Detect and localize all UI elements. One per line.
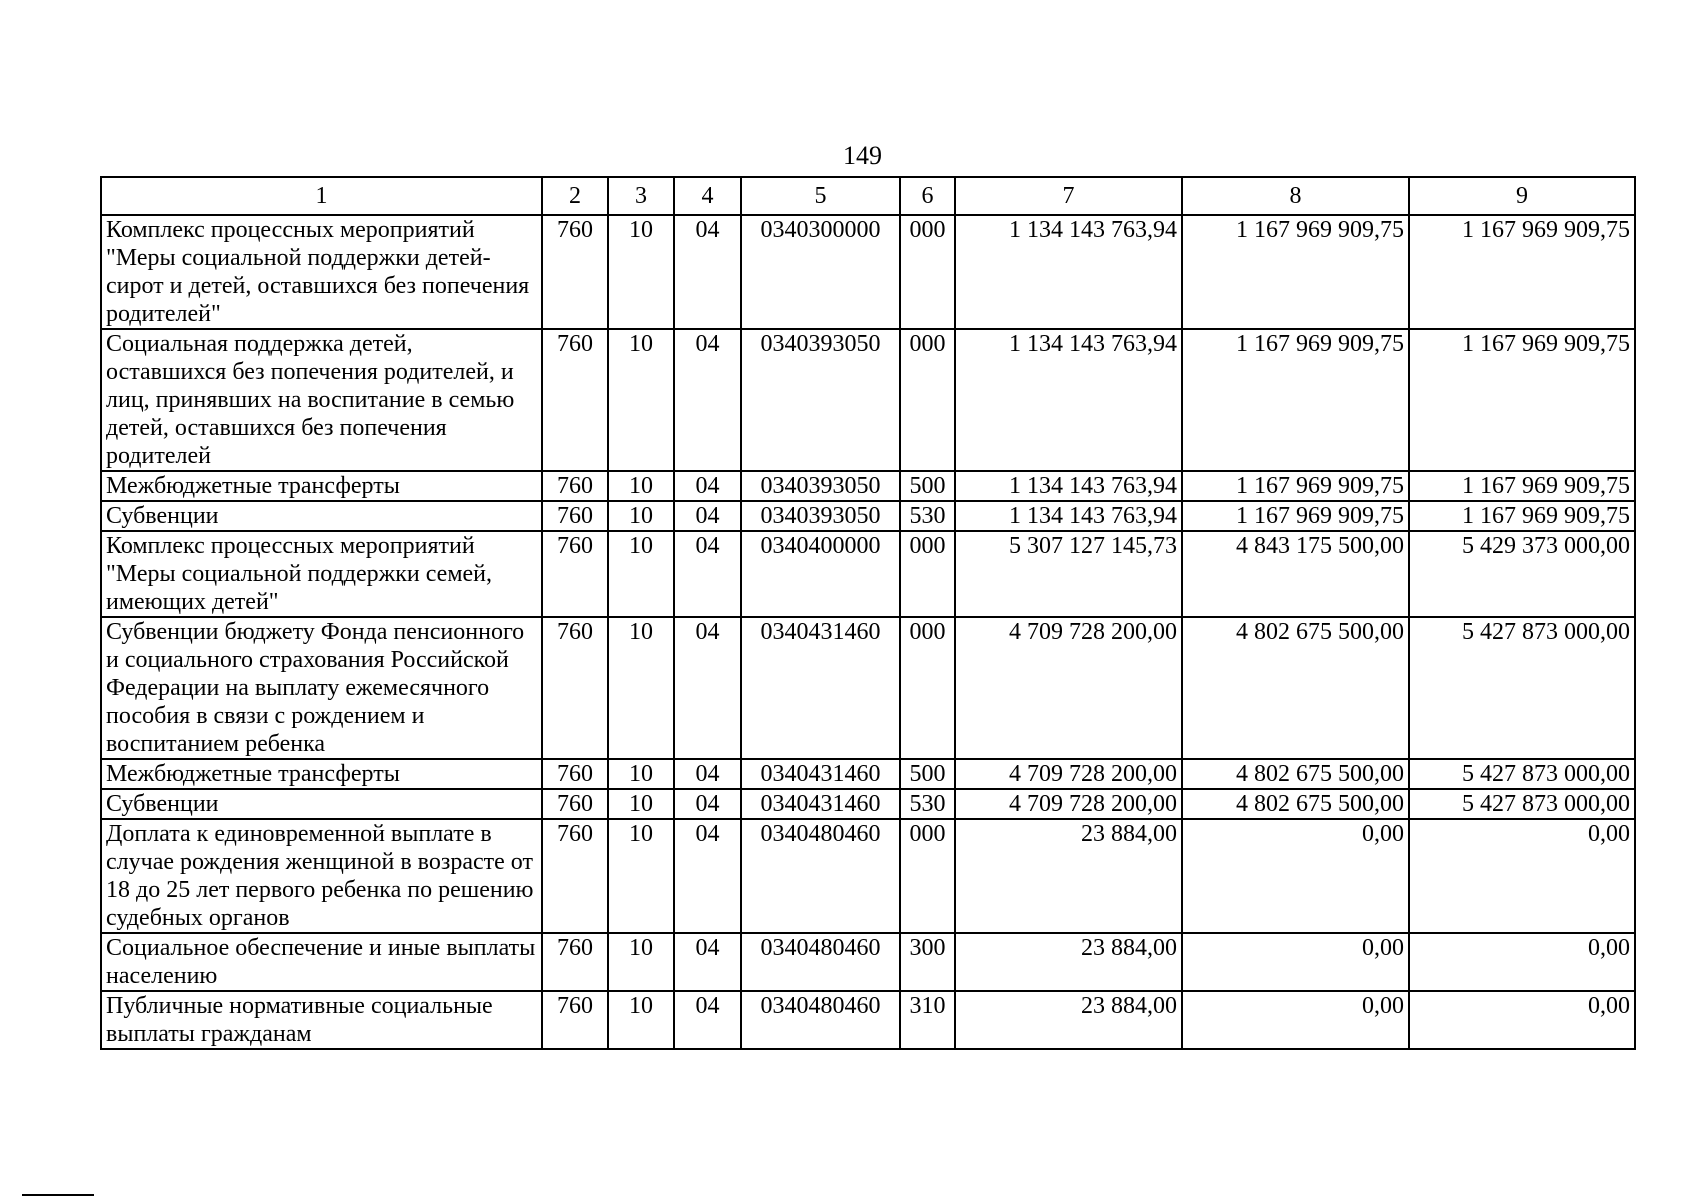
- amount-col8-cell: 4 843 175 500,00: [1182, 531, 1409, 617]
- subsection-code-cell: 04: [674, 759, 741, 789]
- amount-col8-cell: 1 167 969 909,75: [1182, 329, 1409, 471]
- subsection-code-cell: 04: [674, 215, 741, 329]
- amount-col9-cell: 1 167 969 909,75: [1409, 471, 1635, 501]
- amount-col7-cell: 5 307 127 145,73: [955, 531, 1182, 617]
- amount-col7-cell: 1 134 143 763,94: [955, 329, 1182, 471]
- subsection-code-cell: 04: [674, 819, 741, 933]
- amount-col9-cell: 5 429 373 000,00: [1409, 531, 1635, 617]
- amount-col7-cell: 4 709 728 200,00: [955, 617, 1182, 759]
- ministry-code-cell: 760: [542, 501, 608, 531]
- target-item-code-cell: 0340480460: [741, 819, 900, 933]
- target-item-code-cell: 0340480460: [741, 933, 900, 991]
- row-name-cell: Субвенции: [101, 789, 542, 819]
- amount-col7-cell: 23 884,00: [955, 933, 1182, 991]
- amount-col8-cell: 0,00: [1182, 933, 1409, 991]
- amount-col9-cell: 5 427 873 000,00: [1409, 789, 1635, 819]
- row-name-cell: Субвенции бюджету Фонда пенсионного и социального страхования Российской Федерации на выплату ежемесячного пособия в связи с рождением и воспитанием ребенка: [101, 617, 542, 759]
- section-code-cell: 10: [608, 991, 674, 1049]
- ministry-code-cell: 760: [542, 991, 608, 1049]
- header-cell: 5: [741, 177, 900, 215]
- header-cell: 7: [955, 177, 1182, 215]
- expense-type-code-cell: 300: [900, 933, 955, 991]
- ministry-code-cell: 760: [542, 759, 608, 789]
- row-name-cell: Межбюджетные трансферты: [101, 759, 542, 789]
- section-code-cell: 10: [608, 215, 674, 329]
- amount-col9-cell: 1 167 969 909,75: [1409, 215, 1635, 329]
- amount-col7-cell: 23 884,00: [955, 819, 1182, 933]
- header-cell: 6: [900, 177, 955, 215]
- subsection-code-cell: 04: [674, 617, 741, 759]
- amount-col7-cell: 1 134 143 763,94: [955, 471, 1182, 501]
- table-row: [101, 531, 1635, 617]
- target-item-code-cell: 0340431460: [741, 617, 900, 759]
- amount-col7-cell: 4 709 728 200,00: [955, 789, 1182, 819]
- header-cell: 3: [608, 177, 674, 215]
- expense-type-code-cell: 530: [900, 501, 955, 531]
- target-item-code-cell: 0340300000: [741, 215, 900, 329]
- amount-col8-cell: 4 802 675 500,00: [1182, 617, 1409, 759]
- header-cell: 2: [542, 177, 608, 215]
- amount-col7-cell: 1 134 143 763,94: [955, 501, 1182, 531]
- row-name-cell: Социальная поддержка детей, оставшихся без попечения родителей, и лиц, принявших на воспитание в семью детей, оставшихся без попечения родителей: [101, 329, 542, 471]
- row-name-cell: Публичные нормативные социальные выплаты гражданам: [101, 991, 542, 1049]
- expense-type-code-cell: 500: [900, 759, 955, 789]
- amount-col8-cell: 1 167 969 909,75: [1182, 471, 1409, 501]
- amount-col9-cell: 1 167 969 909,75: [1409, 329, 1635, 471]
- table-row: [101, 215, 1635, 329]
- amount-col8-cell: 4 802 675 500,00: [1182, 759, 1409, 789]
- row-name-cell: Комплекс процессных мероприятий "Меры социальной поддержки детей-сирот и детей, оставшихся без попечения родителей": [101, 215, 542, 329]
- amount-col8-cell: 1 167 969 909,75: [1182, 501, 1409, 531]
- target-item-code-cell: 0340393050: [741, 329, 900, 471]
- target-item-code-cell: 0340393050: [741, 471, 900, 501]
- amount-col9-cell: 5 427 873 000,00: [1409, 617, 1635, 759]
- amount-col9-cell: 0,00: [1409, 933, 1635, 991]
- expense-type-code-cell: 000: [900, 617, 955, 759]
- target-item-code-cell: 0340431460: [741, 789, 900, 819]
- row-name-cell: Доплата к единовременной выплате в случае рождения женщиной в возрасте от 18 до 25 лет первого ребенка по решению судебных органов: [101, 819, 542, 933]
- expense-type-code-cell: 500: [900, 471, 955, 501]
- amount-col8-cell: 0,00: [1182, 991, 1409, 1049]
- ministry-code-cell: 760: [542, 819, 608, 933]
- amount-col7-cell: 23 884,00: [955, 991, 1182, 1049]
- subsection-code-cell: 04: [674, 933, 741, 991]
- amount-col7-cell: 1 134 143 763,94: [955, 215, 1182, 329]
- section-code-cell: 10: [608, 819, 674, 933]
- expense-type-code-cell: 310: [900, 991, 955, 1049]
- amount-col7-cell: 4 709 728 200,00: [955, 759, 1182, 789]
- amount-col9-cell: 1 167 969 909,75: [1409, 501, 1635, 531]
- section-code-cell: 10: [608, 329, 674, 471]
- table-row: [101, 471, 1635, 501]
- row-name-cell: Социальное обеспечение и иные выплаты населению: [101, 933, 542, 991]
- ministry-code-cell: 760: [542, 789, 608, 819]
- section-code-cell: 10: [608, 501, 674, 531]
- ministry-code-cell: 760: [542, 617, 608, 759]
- footnote-divider: [22, 1194, 94, 1196]
- section-code-cell: 10: [608, 617, 674, 759]
- section-code-cell: 10: [608, 531, 674, 617]
- amount-col9-cell: 0,00: [1409, 991, 1635, 1049]
- target-item-code-cell: 0340400000: [741, 531, 900, 617]
- target-item-code-cell: 0340393050: [741, 501, 900, 531]
- table-row: [101, 329, 1635, 471]
- subsection-code-cell: 04: [674, 501, 741, 531]
- section-code-cell: 10: [608, 933, 674, 991]
- ministry-code-cell: 760: [542, 215, 608, 329]
- subsection-code-cell: 04: [674, 991, 741, 1049]
- ministry-code-cell: 760: [542, 471, 608, 501]
- row-name-cell: Субвенции: [101, 501, 542, 531]
- table-row: [101, 501, 1635, 531]
- expense-type-code-cell: 530: [900, 789, 955, 819]
- section-code-cell: 10: [608, 759, 674, 789]
- expense-type-code-cell: 000: [900, 819, 955, 933]
- row-name-cell: Межбюджетные трансферты: [101, 471, 542, 501]
- amount-col9-cell: 0,00: [1409, 819, 1635, 933]
- amount-col8-cell: 0,00: [1182, 819, 1409, 933]
- table-row: [101, 991, 1635, 1049]
- target-item-code-cell: 0340480460: [741, 991, 900, 1049]
- target-item-code-cell: 0340431460: [741, 759, 900, 789]
- table-row: [101, 819, 1635, 933]
- table-row: [101, 759, 1635, 789]
- table-row: [101, 789, 1635, 819]
- amount-col9-cell: 5 427 873 000,00: [1409, 759, 1635, 789]
- table-row: [101, 617, 1635, 759]
- row-name-cell: Комплекс процессных мероприятий "Меры социальной поддержки семей, имеющих детей": [101, 531, 542, 617]
- ministry-code-cell: 760: [542, 933, 608, 991]
- expense-type-code-cell: 000: [900, 531, 955, 617]
- subsection-code-cell: 04: [674, 329, 741, 471]
- page-number: 149: [843, 141, 882, 170]
- header-row: [101, 177, 1635, 215]
- amount-col8-cell: 4 802 675 500,00: [1182, 789, 1409, 819]
- subsection-code-cell: 04: [674, 789, 741, 819]
- header-cell: 9: [1409, 177, 1635, 215]
- expense-type-code-cell: 000: [900, 329, 955, 471]
- budget-table: [100, 176, 1636, 1050]
- ministry-code-cell: 760: [542, 531, 608, 617]
- amount-col8-cell: 1 167 969 909,75: [1182, 215, 1409, 329]
- section-code-cell: 10: [608, 789, 674, 819]
- section-code-cell: 10: [608, 471, 674, 501]
- subsection-code-cell: 04: [674, 471, 741, 501]
- header-cell: 8: [1182, 177, 1409, 215]
- ministry-code-cell: 760: [542, 329, 608, 471]
- expense-type-code-cell: 000: [900, 215, 955, 329]
- header-cell: 1: [101, 177, 542, 215]
- subsection-code-cell: 04: [674, 531, 741, 617]
- header-cell: 4: [674, 177, 741, 215]
- table-row: [101, 933, 1635, 991]
